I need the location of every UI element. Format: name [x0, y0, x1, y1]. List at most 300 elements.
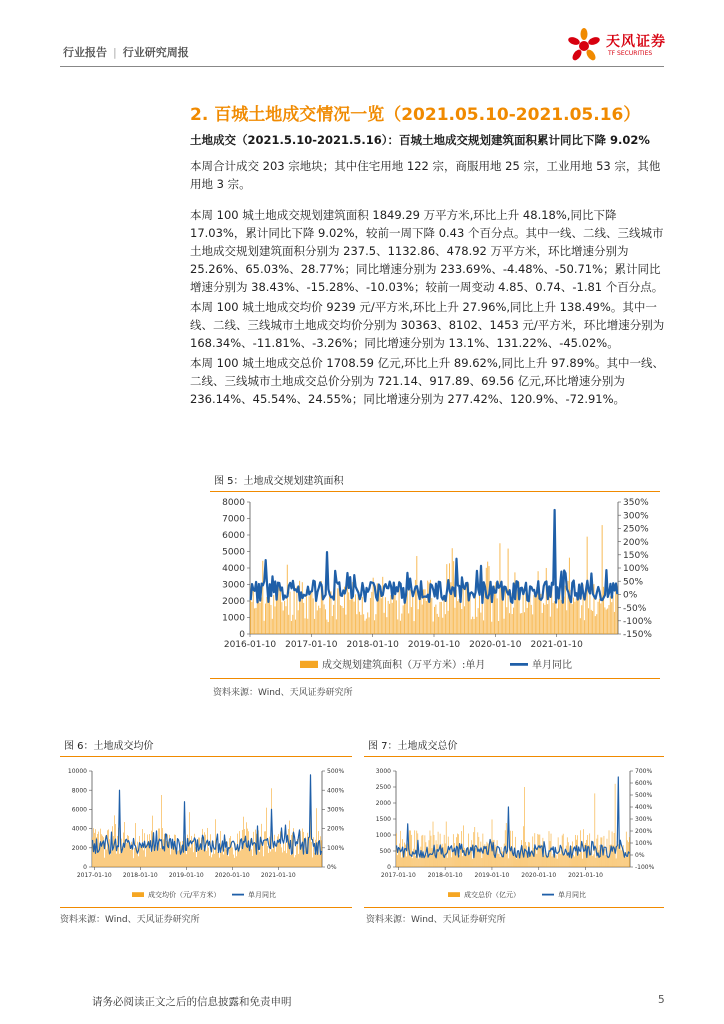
bar — [284, 601, 285, 634]
bar — [341, 606, 342, 634]
bar — [461, 609, 462, 634]
bar — [553, 854, 554, 867]
bar — [591, 610, 592, 634]
left-tick-label: 1000 — [375, 832, 391, 840]
bar — [599, 599, 600, 634]
bar — [310, 594, 311, 634]
bar — [291, 621, 292, 634]
bar — [584, 620, 585, 634]
bar — [608, 605, 609, 634]
right-tick-label: 200% — [635, 828, 653, 836]
bar — [336, 619, 337, 634]
bar — [110, 854, 111, 867]
bar — [290, 855, 291, 867]
bar — [449, 849, 450, 867]
bar — [102, 836, 103, 867]
bar — [399, 844, 400, 867]
bar — [441, 602, 442, 634]
bar — [186, 854, 187, 867]
left-tick-label: 0 — [387, 864, 391, 872]
bar — [404, 601, 405, 634]
header-separator: | — [113, 46, 117, 59]
bar — [491, 622, 492, 634]
bar — [410, 831, 411, 867]
bar — [550, 617, 551, 634]
bar — [486, 568, 487, 634]
bar — [596, 614, 597, 634]
bar — [350, 600, 351, 634]
bar — [129, 845, 130, 867]
x-tick-label: 2021-01-10 — [530, 640, 583, 650]
bar — [412, 597, 413, 634]
bar — [237, 834, 238, 867]
bar — [248, 831, 249, 867]
figure-5-caption: 图 5：土地成交规划建筑面积 — [210, 470, 660, 492]
bar — [229, 838, 230, 867]
bar — [101, 834, 102, 867]
left-tick-label: 4000 — [71, 825, 87, 833]
right-tick-label: 200% — [327, 825, 345, 833]
header-report-subtype: 行业研究周报 — [122, 46, 189, 59]
bar — [588, 608, 589, 634]
bar — [149, 834, 150, 867]
bar — [287, 565, 288, 634]
bar — [224, 849, 225, 867]
bar — [554, 601, 555, 634]
bar — [618, 844, 619, 867]
figure-6-chart — [60, 757, 352, 907]
figure-7-source: 资料来源：Wind、天风证券研究所 — [366, 915, 506, 925]
left-tick-label: 2000 — [71, 844, 87, 852]
bar — [460, 849, 461, 867]
bar — [606, 855, 607, 867]
bar — [497, 840, 498, 867]
bar — [535, 598, 536, 634]
bar — [278, 834, 279, 867]
bar — [582, 859, 583, 867]
bar — [313, 598, 314, 634]
bar — [191, 836, 192, 867]
legend-bar-swatch — [132, 892, 144, 897]
bar — [565, 586, 566, 634]
bar — [419, 857, 420, 867]
bar — [592, 611, 593, 634]
bar — [447, 858, 448, 867]
right-tick-label: 100% — [327, 844, 345, 852]
bar — [178, 850, 179, 867]
bar — [250, 595, 251, 634]
x-tick-label: 2018-01-10 — [122, 872, 158, 879]
bar — [280, 587, 281, 634]
bar — [345, 615, 346, 634]
left-tick-label: 6000 — [222, 531, 245, 542]
bar — [195, 847, 196, 867]
bar — [392, 603, 393, 634]
header-divider — [60, 66, 664, 67]
bar — [273, 595, 274, 634]
bar — [366, 619, 367, 634]
bar — [455, 855, 456, 867]
bar — [573, 598, 574, 634]
right-tick-label: 500% — [635, 792, 653, 800]
bar — [397, 619, 398, 634]
bar — [524, 612, 525, 634]
x-tick-label: 2018-01-10 — [427, 872, 463, 879]
bar — [560, 854, 561, 867]
bar — [319, 855, 320, 867]
bar — [615, 589, 616, 634]
right-tick-label: 100% — [635, 840, 653, 848]
bar — [499, 543, 500, 634]
bar — [329, 595, 330, 634]
right-tick-label: 300% — [635, 816, 653, 824]
bar — [166, 841, 167, 867]
bar — [554, 857, 555, 867]
logo-flower-icon — [566, 26, 602, 62]
bar — [192, 840, 193, 867]
bar — [534, 595, 535, 634]
bar — [262, 842, 263, 867]
bar — [405, 845, 406, 867]
bar — [156, 846, 157, 867]
bar — [241, 846, 242, 867]
legend-bar-swatch — [300, 661, 318, 668]
bar — [279, 584, 280, 634]
bar — [206, 851, 207, 867]
bar — [288, 615, 289, 634]
bar — [471, 840, 472, 867]
bar — [190, 848, 191, 867]
bar — [333, 605, 334, 634]
bar — [480, 842, 481, 867]
bar — [464, 606, 465, 634]
bar — [285, 842, 286, 867]
legend-bar-swatch — [448, 892, 460, 897]
left-tick-label: 3000 — [375, 768, 391, 776]
bar — [544, 605, 545, 634]
bar — [597, 835, 598, 867]
bar — [427, 855, 428, 867]
left-tick-label: 6000 — [71, 806, 87, 814]
bar — [221, 852, 222, 867]
bar — [530, 855, 531, 867]
left-tick-label: 5000 — [222, 547, 245, 558]
bar — [332, 616, 333, 634]
bar — [179, 850, 180, 867]
bar — [525, 842, 526, 867]
bar — [283, 840, 284, 867]
bar — [133, 858, 134, 867]
bar — [408, 613, 409, 634]
bar — [512, 614, 513, 634]
left-tick-label: 1500 — [375, 816, 391, 824]
bar — [389, 604, 390, 634]
bar — [593, 854, 594, 867]
bar — [147, 835, 148, 867]
bar — [539, 835, 540, 868]
bar — [159, 828, 160, 867]
bar — [416, 556, 417, 634]
bar — [589, 591, 590, 634]
bar — [501, 847, 502, 867]
x-tick-label: 2017-01-10 — [76, 872, 112, 879]
bar — [138, 856, 139, 867]
paragraph-total-price: 本周 100 城土地成交总价 1708.59 亿元,环比上升 89.62%,同比上升 97.89%。其中一线、二线、三线城市土地成交总价分别为 721.14、917.89、69.56 亿元,环比增速分别为 236.14%、45.54%、24.55%；同比增速分别为 277.42%、120.9%、-72.91%。 — [190, 356, 664, 406]
logo-english-name: TF SECURITIES — [608, 50, 653, 57]
bar — [302, 582, 303, 634]
bar — [160, 848, 161, 867]
bar — [311, 592, 312, 634]
bar — [261, 597, 262, 634]
bar — [439, 602, 440, 634]
bar — [253, 832, 254, 867]
right-tick-label: 350% — [623, 498, 649, 509]
bar — [223, 855, 224, 867]
bar — [531, 852, 532, 867]
bar — [478, 608, 479, 634]
bar — [452, 852, 453, 867]
bar — [217, 852, 218, 867]
bar — [605, 849, 606, 867]
bar — [547, 856, 548, 867]
bar — [254, 608, 255, 634]
bar — [469, 854, 470, 867]
left-tick-label: 2000 — [375, 800, 391, 808]
x-tick-label: 2018-01-10 — [346, 640, 399, 650]
bar — [401, 614, 402, 634]
left-tick-label: 2000 — [222, 597, 245, 608]
bar — [444, 600, 445, 634]
bar — [548, 596, 549, 634]
right-tick-label: 200% — [623, 537, 649, 548]
bar — [453, 561, 454, 634]
bar — [264, 831, 265, 867]
bar — [374, 620, 375, 634]
bar — [552, 856, 553, 867]
bar — [581, 852, 582, 867]
right-tick-label: 50% — [623, 577, 644, 588]
bar — [509, 613, 510, 634]
bar — [429, 840, 430, 867]
bar — [576, 840, 577, 867]
bar — [457, 601, 458, 634]
bar — [445, 614, 446, 634]
bar — [604, 607, 605, 634]
bar — [309, 833, 310, 867]
bar — [492, 819, 493, 867]
bar — [339, 589, 340, 634]
bar — [197, 849, 198, 867]
bar — [141, 845, 142, 867]
right-tick-label: 700% — [635, 768, 653, 776]
bar — [621, 850, 622, 867]
bar — [557, 608, 558, 634]
bar — [311, 842, 312, 867]
bar — [401, 857, 402, 867]
bar — [233, 855, 234, 867]
bar — [267, 846, 268, 867]
figure-7-caption: 图 7：土地成交总价 — [364, 735, 664, 757]
bar — [294, 857, 295, 867]
figure-5-chart — [210, 492, 660, 678]
bar — [598, 850, 599, 867]
bar — [463, 825, 464, 867]
left-tick-label: 4000 — [222, 564, 245, 575]
bar — [521, 840, 522, 867]
bar — [337, 588, 338, 634]
bar — [475, 595, 476, 634]
bar — [314, 853, 315, 867]
bar — [266, 597, 267, 634]
bar — [400, 621, 401, 634]
bar — [454, 843, 455, 867]
bar — [433, 622, 434, 635]
left-tick-label: 7000 — [222, 514, 245, 525]
bar — [459, 855, 460, 867]
bar — [240, 850, 241, 867]
bar — [474, 619, 475, 634]
bar — [212, 854, 213, 867]
bar — [161, 795, 162, 867]
bar — [535, 847, 536, 867]
bar — [508, 858, 509, 867]
bar — [532, 614, 533, 634]
left-tick-label: 1000 — [222, 613, 245, 624]
bar — [531, 605, 532, 634]
bar — [489, 566, 490, 634]
bar — [476, 617, 477, 634]
bar — [356, 614, 357, 634]
right-tick-label: 250% — [623, 524, 649, 535]
bar — [528, 602, 529, 634]
bar — [498, 621, 499, 634]
bar — [600, 603, 601, 634]
bar — [268, 853, 269, 867]
bar — [616, 858, 617, 867]
bar — [444, 835, 445, 867]
right-tick-label: -50% — [623, 603, 647, 614]
bar — [104, 858, 105, 867]
bar — [260, 603, 261, 634]
bar — [251, 602, 252, 634]
bar — [626, 832, 627, 867]
bar — [478, 837, 479, 867]
bar — [355, 594, 356, 634]
figure-5-source: 资料来源：Wind、天风证券研究所 — [213, 688, 353, 698]
bar — [258, 600, 259, 634]
bar — [123, 833, 124, 867]
bar — [281, 847, 282, 867]
bar — [598, 602, 599, 634]
bar — [298, 610, 299, 634]
bar — [615, 784, 616, 867]
right-tick-label: 300% — [327, 806, 345, 814]
right-tick-label: -150% — [623, 630, 652, 641]
bar — [422, 835, 423, 867]
bar — [595, 616, 596, 634]
bar — [424, 835, 425, 867]
bar — [574, 602, 575, 634]
figure-5 — [210, 470, 660, 679]
bar — [183, 853, 184, 867]
bar — [340, 605, 341, 634]
bar — [397, 855, 398, 867]
bar — [442, 844, 443, 867]
figure-6 — [60, 735, 352, 908]
bar — [602, 525, 603, 634]
bar — [566, 610, 567, 634]
bar — [514, 572, 515, 634]
bar — [209, 856, 210, 867]
bar — [574, 857, 575, 867]
bar — [320, 608, 321, 634]
bar — [438, 617, 439, 634]
right-tick-label: 400% — [635, 804, 653, 812]
bar — [174, 835, 175, 867]
bar — [594, 793, 595, 867]
bar — [226, 850, 227, 867]
bar — [471, 619, 472, 634]
bar — [521, 613, 522, 634]
bar — [359, 612, 360, 634]
bar — [505, 588, 506, 634]
x-tick-label: 2021-01-10 — [260, 872, 296, 879]
bar — [546, 568, 547, 634]
x-tick-label: 2017-01-10 — [285, 640, 338, 650]
bar — [579, 854, 580, 867]
bar — [409, 590, 410, 634]
bar — [263, 856, 264, 867]
bar — [228, 856, 229, 867]
bar — [610, 596, 611, 634]
bar — [279, 839, 280, 867]
bar — [270, 605, 271, 634]
bar — [481, 858, 482, 867]
bar — [274, 835, 275, 867]
bar — [234, 858, 235, 867]
bar — [617, 591, 618, 634]
bar — [145, 857, 146, 867]
bar — [430, 831, 431, 868]
right-tick-label: 150% — [623, 550, 649, 561]
bar — [290, 592, 291, 634]
bar — [196, 857, 197, 867]
bar — [426, 601, 427, 634]
legend-line-label: 单月同比 — [532, 660, 572, 671]
bar — [504, 619, 505, 634]
bar — [592, 856, 593, 867]
bar — [117, 836, 118, 867]
bar — [116, 854, 117, 867]
bar — [294, 587, 295, 634]
bar — [199, 838, 200, 867]
bar — [388, 601, 389, 634]
bar — [295, 855, 296, 867]
bar — [369, 617, 370, 634]
bar — [553, 603, 554, 634]
bar — [448, 611, 449, 634]
bar — [414, 621, 415, 634]
bar — [483, 620, 484, 634]
bar — [542, 613, 543, 634]
bar — [386, 617, 387, 634]
bar — [363, 614, 364, 634]
bar — [393, 595, 394, 634]
bar — [384, 613, 385, 634]
bar — [314, 619, 315, 634]
yoy-line — [251, 510, 618, 603]
right-tick-label: 100% — [623, 564, 649, 575]
